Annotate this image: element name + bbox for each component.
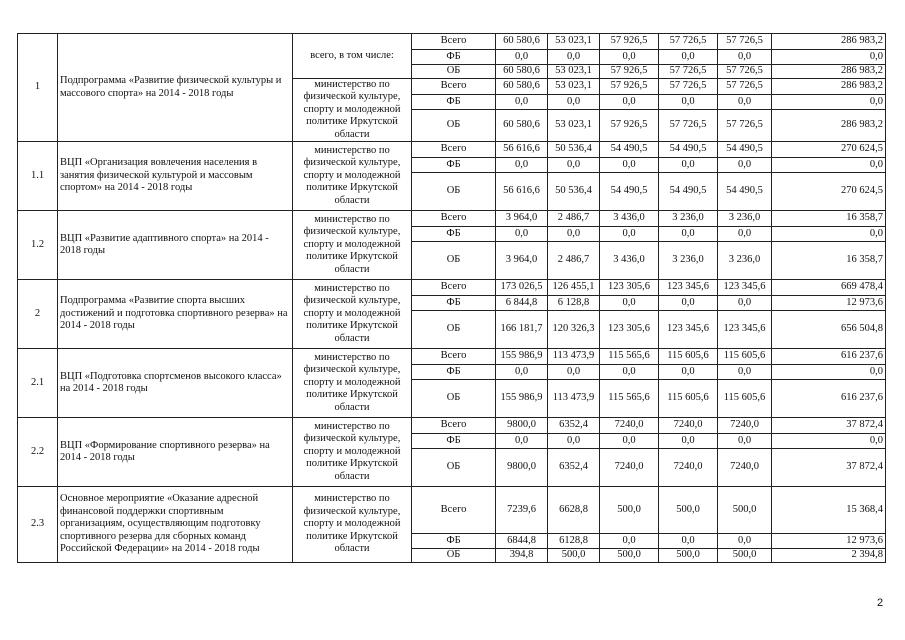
funding-source: ФБ	[412, 158, 496, 173]
program-name: ВЦП «Подготовка спортсменов высокого класса» на 2014 - 2018 годы	[58, 349, 293, 418]
year-value: 126 455,1	[548, 280, 600, 296]
year-value: 2 486,7	[548, 211, 600, 227]
executor-cell: министерство по физической культуре, спорту и молодежной политике Иркутской области	[293, 418, 412, 487]
year-value: 123 345,6	[659, 311, 718, 349]
budget-table-body	[18, 34, 886, 563]
funding-source: Всего	[412, 349, 496, 365]
year-value: 57 726,5	[659, 78, 718, 94]
funding-source: ОБ	[412, 242, 496, 280]
year-value: 6 128,8	[548, 296, 600, 311]
year-value: 0,0	[548, 365, 600, 380]
total-value: 270 624,5	[772, 142, 886, 158]
funding-source: ОБ	[412, 549, 496, 563]
year-value: 57 926,5	[600, 110, 659, 142]
year-value: 50 536,4	[548, 142, 600, 158]
year-value: 57 726,5	[718, 34, 772, 50]
year-value: 0,0	[718, 534, 772, 549]
table-row	[18, 280, 886, 296]
year-value: 123 305,6	[600, 280, 659, 296]
total-value: 270 624,5	[772, 173, 886, 211]
year-value: 53 023,1	[548, 78, 600, 94]
table-row	[18, 418, 886, 434]
table-row	[18, 142, 886, 158]
year-value: 0,0	[496, 434, 548, 449]
total-value: 286 983,2	[772, 65, 886, 79]
total-value: 0,0	[772, 158, 886, 173]
year-value: 57 926,5	[600, 78, 659, 94]
table-row	[18, 211, 886, 227]
year-value: 0,0	[600, 296, 659, 311]
year-value: 3 236,0	[718, 211, 772, 227]
year-value: 56 616,6	[496, 142, 548, 158]
year-value: 0,0	[548, 50, 600, 65]
year-value: 7240,0	[659, 418, 718, 434]
year-value: 53 023,1	[548, 110, 600, 142]
year-value: 115 605,6	[718, 380, 772, 418]
year-value: 9800,0	[496, 449, 548, 487]
year-value: 0,0	[659, 50, 718, 65]
funding-source: ОБ	[412, 311, 496, 349]
program-name: ВЦП «Развитие адаптивного спорта» на 2014 - 2018 годы	[58, 211, 293, 280]
funding-source: Всего	[412, 34, 496, 50]
year-value: 6628,8	[548, 487, 600, 534]
year-value: 54 490,5	[600, 142, 659, 158]
funding-source: Всего	[412, 142, 496, 158]
year-value: 166 181,7	[496, 311, 548, 349]
year-value: 0,0	[659, 158, 718, 173]
funding-source: Всего	[412, 280, 496, 296]
table-row	[18, 34, 886, 50]
year-value: 0,0	[600, 534, 659, 549]
executor-cell: министерство по физической культуре, спорту и молодежной политике Иркутской области	[293, 78, 412, 142]
year-value: 54 490,5	[659, 142, 718, 158]
program-name: Основное мероприятие «Оказание адресной финансовой поддержки спортивным организациям, осуществляющим подготовку спортивного резерва для сборных команд Российской Федерации» на 2014 - 2018 годы	[58, 487, 293, 563]
year-value: 155 986,9	[496, 380, 548, 418]
page-number: 2	[877, 597, 884, 609]
total-value: 0,0	[772, 434, 886, 449]
year-value: 0,0	[600, 158, 659, 173]
year-value: 2 486,7	[548, 242, 600, 280]
executor-cell: министерство по физической культуре, спорту и молодежной политике Иркутской области	[293, 349, 412, 418]
year-value: 57 726,5	[659, 65, 718, 79]
total-value: 37 872,4	[772, 449, 886, 487]
year-value: 6128,8	[548, 534, 600, 549]
year-value: 115 565,6	[600, 380, 659, 418]
total-value: 286 983,2	[772, 110, 886, 142]
year-value: 0,0	[496, 227, 548, 242]
year-value: 0,0	[659, 534, 718, 549]
year-value: 54 490,5	[659, 173, 718, 211]
year-value: 123 305,6	[600, 311, 659, 349]
year-value: 3 964,0	[496, 242, 548, 280]
row-number: 2.2	[18, 418, 58, 487]
year-value: 0,0	[718, 158, 772, 173]
year-value: 3 436,0	[600, 211, 659, 227]
executor-cell: всего, в том числе:	[293, 34, 412, 79]
year-value: 57 726,5	[718, 78, 772, 94]
funding-source: ФБ	[412, 227, 496, 242]
year-value: 54 490,5	[718, 173, 772, 211]
year-value: 123 345,6	[659, 280, 718, 296]
year-value: 0,0	[718, 227, 772, 242]
program-name: Подпрограмма «Развитие спорта высших достижений и подготовка спортивного резерва» на 2014 - 2018 годы	[58, 280, 293, 349]
year-value: 0,0	[496, 50, 548, 65]
year-value: 60 580,6	[496, 65, 548, 79]
year-value: 123 345,6	[718, 280, 772, 296]
total-value: 15 368,4	[772, 487, 886, 534]
total-value: 16 358,7	[772, 211, 886, 227]
row-number: 1.1	[18, 142, 58, 211]
year-value: 3 964,0	[496, 211, 548, 227]
year-value: 0,0	[496, 94, 548, 109]
total-value: 0,0	[772, 94, 886, 109]
executor-cell: министерство по физической культуре, спорту и молодежной политике Иркутской области	[293, 211, 412, 280]
year-value: 6352,4	[548, 449, 600, 487]
total-value: 0,0	[772, 227, 886, 242]
year-value: 155 986,9	[496, 349, 548, 365]
row-number: 2.1	[18, 349, 58, 418]
year-value: 500,0	[659, 487, 718, 534]
year-value: 115 605,6	[718, 349, 772, 365]
year-value: 3 236,0	[718, 242, 772, 280]
funding-source: Всего	[412, 211, 496, 227]
year-value: 0,0	[659, 365, 718, 380]
year-value: 7240,0	[659, 449, 718, 487]
year-value: 0,0	[600, 227, 659, 242]
year-value: 0,0	[548, 434, 600, 449]
year-value: 0,0	[718, 365, 772, 380]
total-value: 669 478,4	[772, 280, 886, 296]
year-value: 7240,0	[600, 449, 659, 487]
row-number: 1.2	[18, 211, 58, 280]
year-value: 57 926,5	[600, 34, 659, 50]
row-number: 2	[18, 280, 58, 349]
year-value: 0,0	[600, 94, 659, 109]
year-value: 0,0	[548, 227, 600, 242]
year-value: 60 580,6	[496, 78, 548, 94]
funding-source: ОБ	[412, 380, 496, 418]
year-value: 0,0	[718, 50, 772, 65]
total-value: 0,0	[772, 365, 886, 380]
year-value: 115 605,6	[659, 380, 718, 418]
year-value: 0,0	[600, 50, 659, 65]
funding-source: ФБ	[412, 94, 496, 109]
executor-cell: министерство по физической культуре, спорту и молодежной политике Иркутской области	[293, 142, 412, 211]
year-value: 56 616,6	[496, 173, 548, 211]
year-value: 0,0	[496, 365, 548, 380]
year-value: 394,8	[496, 549, 548, 563]
executor-cell: министерство по физической культуре, спорту и молодежной политике Иркутской области	[293, 487, 412, 563]
table-row	[18, 487, 886, 534]
year-value: 3 236,0	[659, 242, 718, 280]
year-value: 6 844,8	[496, 296, 548, 311]
total-value: 16 358,7	[772, 242, 886, 280]
year-value: 115 565,6	[600, 349, 659, 365]
total-value: 0,0	[772, 50, 886, 65]
year-value: 7240,0	[600, 418, 659, 434]
year-value: 0,0	[548, 158, 600, 173]
year-value: 3 436,0	[600, 242, 659, 280]
funding-source: ОБ	[412, 65, 496, 79]
year-value: 0,0	[600, 365, 659, 380]
year-value: 0,0	[496, 158, 548, 173]
year-value: 57 726,5	[718, 65, 772, 79]
program-name: Подпрограмма «Развитие физической культуры и массового спорта» на 2014 - 2018 годы	[58, 34, 293, 142]
year-value: 0,0	[718, 94, 772, 109]
year-value: 113 473,9	[548, 349, 600, 365]
year-value: 53 023,1	[548, 34, 600, 50]
row-number: 1	[18, 34, 58, 142]
funding-source: ФБ	[412, 50, 496, 65]
total-value: 37 872,4	[772, 418, 886, 434]
year-value: 500,0	[718, 487, 772, 534]
year-value: 0,0	[548, 94, 600, 109]
total-value: 286 983,2	[772, 34, 886, 50]
year-value: 57 726,5	[659, 34, 718, 50]
year-value: 57 726,5	[659, 110, 718, 142]
total-value: 616 237,6	[772, 380, 886, 418]
table-row	[18, 349, 886, 365]
total-value: 12 973,6	[772, 534, 886, 549]
funding-source: Всего	[412, 487, 496, 534]
year-value: 50 536,4	[548, 173, 600, 211]
funding-source: Всего	[412, 418, 496, 434]
year-value: 60 580,6	[496, 110, 548, 142]
year-value: 0,0	[659, 94, 718, 109]
funding-source: ФБ	[412, 434, 496, 449]
funding-source: ФБ	[412, 534, 496, 549]
year-value: 7239,6	[496, 487, 548, 534]
year-value: 54 490,5	[600, 173, 659, 211]
year-value: 3 236,0	[659, 211, 718, 227]
year-value: 53 023,1	[548, 65, 600, 79]
funding-source: ФБ	[412, 296, 496, 311]
total-value: 2 394,8	[772, 549, 886, 563]
year-value: 0,0	[659, 434, 718, 449]
year-value: 57 726,5	[718, 110, 772, 142]
year-value: 500,0	[600, 549, 659, 563]
year-value: 500,0	[718, 549, 772, 563]
year-value: 123 345,6	[718, 311, 772, 349]
year-value: 0,0	[659, 296, 718, 311]
year-value: 113 473,9	[548, 380, 600, 418]
total-value: 286 983,2	[772, 78, 886, 94]
year-value: 115 605,6	[659, 349, 718, 365]
year-value: 0,0	[718, 434, 772, 449]
funding-source: ОБ	[412, 173, 496, 211]
funding-source: Всего	[412, 78, 496, 94]
year-value: 120 326,3	[548, 311, 600, 349]
year-value: 500,0	[659, 549, 718, 563]
year-value: 6844,8	[496, 534, 548, 549]
year-value: 6352,4	[548, 418, 600, 434]
program-name: ВЦП «Формирование спортивного резерва» на 2014 - 2018 годы	[58, 418, 293, 487]
year-value: 9800,0	[496, 418, 548, 434]
total-value: 12 973,6	[772, 296, 886, 311]
year-value: 0,0	[600, 434, 659, 449]
year-value: 7240,0	[718, 449, 772, 487]
year-value: 500,0	[548, 549, 600, 563]
funding-source: ОБ	[412, 449, 496, 487]
year-value: 54 490,5	[718, 142, 772, 158]
year-value: 60 580,6	[496, 34, 548, 50]
year-value: 7240,0	[718, 418, 772, 434]
year-value: 0,0	[659, 227, 718, 242]
row-number: 2.3	[18, 487, 58, 563]
year-value: 0,0	[718, 296, 772, 311]
total-value: 656 504,8	[772, 311, 886, 349]
year-value: 173 026,5	[496, 280, 548, 296]
year-value: 57 926,5	[600, 65, 659, 79]
program-name: ВЦП «Организация вовлечения населения в занятия физической культурой и массовым спортом» на 2014 - 2018 годы	[58, 142, 293, 211]
budget-table	[17, 33, 886, 563]
funding-source: ОБ	[412, 110, 496, 142]
total-value: 616 237,6	[772, 349, 886, 365]
funding-source: ФБ	[412, 365, 496, 380]
executor-cell: министерство по физической культуре, спорту и молодежной политике Иркутской области	[293, 280, 412, 349]
year-value: 500,0	[600, 487, 659, 534]
